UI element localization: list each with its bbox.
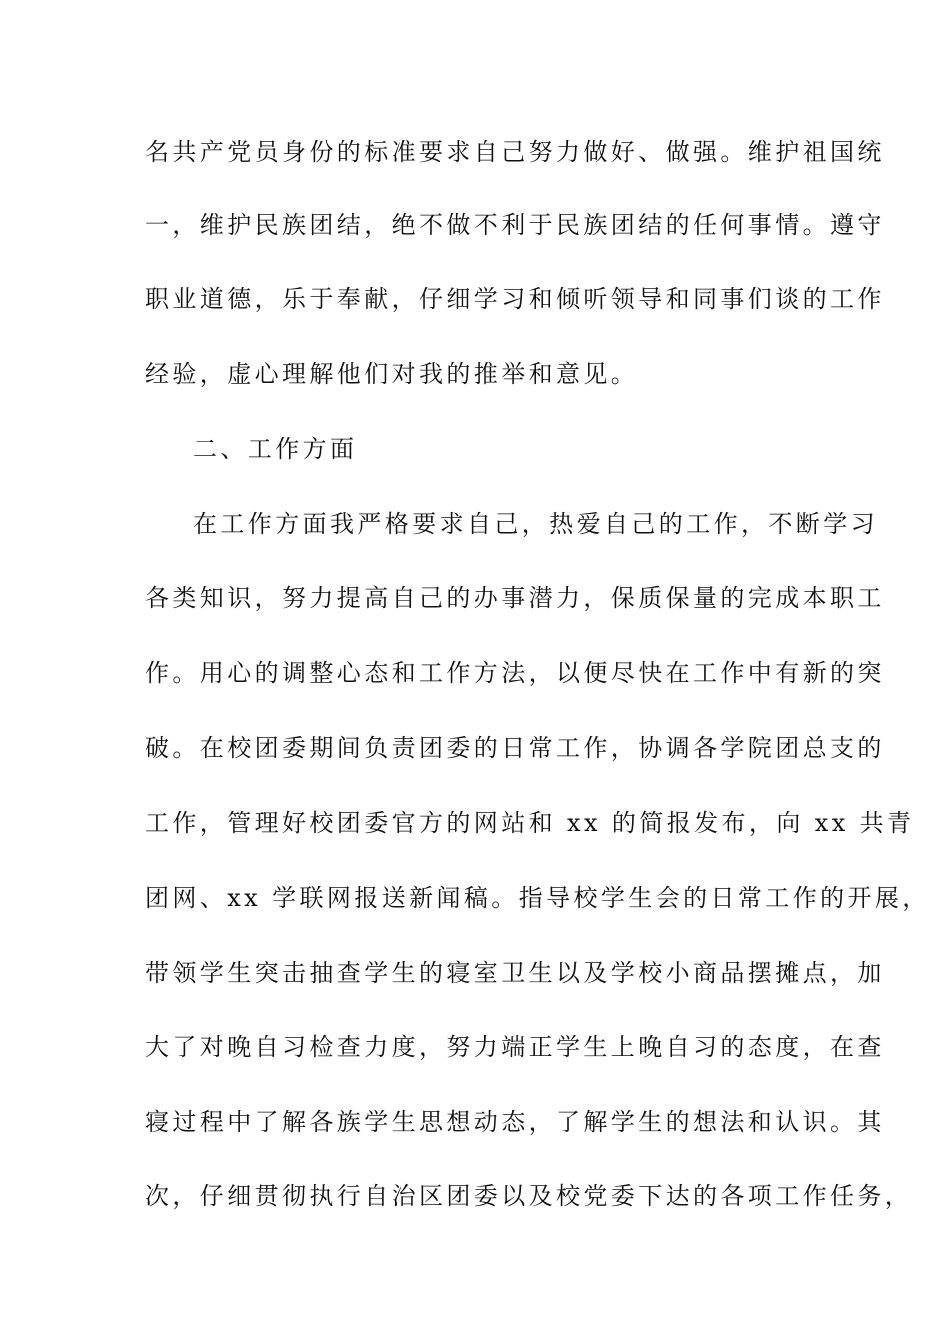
text-line-8: 作。用心的调整心态和工作方法，以便尽快在工作中有新的突	[145, 659, 885, 687]
text-line-1: 名共产党员身份的标准要求自己努力做好、做强。维护祖国统	[145, 138, 885, 166]
text-line-14: 寝过程中了解各族学生思想动态，了解学生的想法和认识。其	[145, 1108, 885, 1136]
text-line-3: 职业道德，乐于奉献，仔细学习和倾听领导和同事们谈的工作	[145, 285, 885, 313]
text-line-7: 各类知识，努力提高自己的办事潜力，保质保量的完成本职工	[145, 584, 885, 612]
section-heading: 二、工作方面	[193, 435, 358, 463]
text-line-10: 工作，管理好校团委官方的网站和 xx 的简报发布，向 xx 共青	[145, 809, 915, 837]
text-line-9: 破。在校团委期间负责团委的日常工作，协调各学院团总支的	[145, 734, 885, 762]
text-line-11: 团网、xx 学联网报送新闻稿。指导校学生会的日常工作的开展，	[145, 884, 930, 912]
text-line-13: 大了对晚自习检查力度，努力端正学生上晚自习的态度，在查	[145, 1033, 885, 1061]
text-line-6: 在工作方面我严格要求自己，热爱自己的工作，不断学习	[193, 510, 878, 538]
text-line-2: 一，维护民族团结，绝不做不利于民族团结的任何事情。遵守	[145, 211, 885, 239]
text-line-12: 带领学生突击抽查学生的寝室卫生以及学校小商品摆摊点，加	[145, 959, 885, 987]
text-line-4: 经验，虚心理解他们对我的推举和意见。	[145, 360, 639, 388]
text-line-15: 次，仔细贯彻执行自治区团委以及校党委下达的各项工作任务，	[145, 1182, 913, 1210]
